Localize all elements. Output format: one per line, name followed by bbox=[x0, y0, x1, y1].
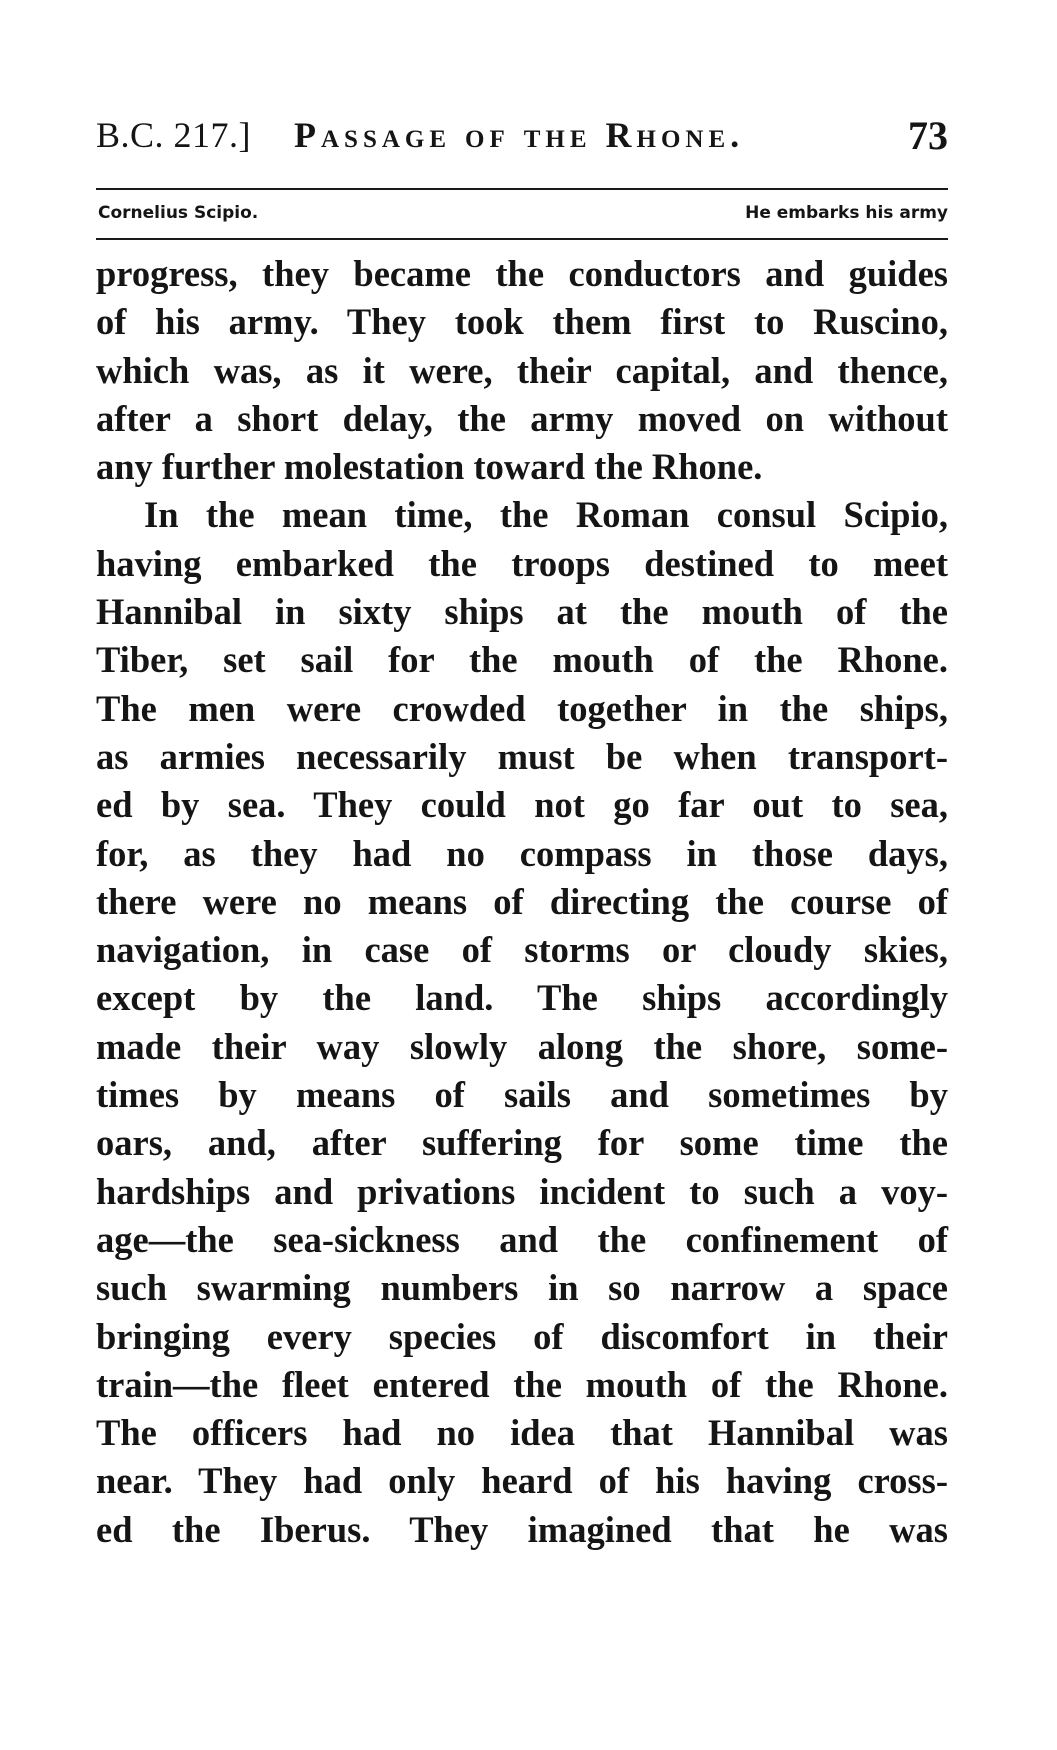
text-line: near. They had only heard of his having cross- bbox=[96, 1460, 948, 1502]
text-line: which was, as it were, their capital, and thence, bbox=[96, 349, 948, 391]
text-line: as armies necessarily must be when transport- bbox=[96, 735, 948, 777]
sidenote-right: He embarks his army bbox=[745, 203, 948, 223]
text-line: ed by sea. They could not go far out to sea, bbox=[96, 784, 948, 826]
text-line: such swarming numbers in so narrow a space bbox=[96, 1267, 948, 1309]
date-reference: B.C. 217.] bbox=[96, 115, 252, 155]
body-text bbox=[96, 250, 948, 1554]
text-line: age—the sea-sickness and the confinement of bbox=[96, 1218, 948, 1260]
text-line: In the mean time, the Roman consul Scipio, bbox=[144, 494, 948, 536]
text-line: except by the land. The ships accordingly bbox=[96, 977, 948, 1019]
text-line: ed the Iberus. They imagined that he was bbox=[96, 1508, 948, 1550]
text-line: Tiber, set sail for the mouth of the Rhone. bbox=[96, 639, 948, 681]
text-line: navigation, in case of storms or cloudy skies, bbox=[96, 929, 948, 971]
text-line: having embarked the troops destined to meet bbox=[96, 542, 948, 584]
text-line: The officers had no idea that Hannibal was bbox=[96, 1412, 948, 1454]
chapter-title: Passage of the Rhone. bbox=[294, 115, 745, 155]
sidenotes bbox=[98, 197, 948, 231]
text-line: there were no means of directing the course of bbox=[96, 880, 948, 922]
page-number: 73 bbox=[908, 113, 948, 158]
text-line: bringing every species of discomfort in their bbox=[96, 1315, 948, 1357]
text-line: hardships and privations incident to such a voy- bbox=[96, 1170, 948, 1212]
text-line: Hannibal in sixty ships at the mouth of the bbox=[96, 591, 948, 633]
text-line: for, as they had no compass in those days, bbox=[96, 832, 948, 874]
text-line: The men were crowded together in the ships, bbox=[96, 687, 948, 729]
sidenote-left: Cornelius Scipio. bbox=[98, 203, 259, 223]
text-line: oars, and, after suffering for some time the bbox=[96, 1122, 948, 1164]
text-line: train—the fleet entered the mouth of the Rhone. bbox=[96, 1363, 948, 1405]
header-rule-bottom bbox=[96, 238, 948, 240]
text-line: progress, they became the conductors and guides bbox=[96, 253, 948, 294]
text-line: made their way slowly along the shore, some- bbox=[96, 1025, 948, 1067]
text-line: any further molestation toward the Rhone. bbox=[96, 446, 763, 488]
text-line: of his army. They took them first to Ruscino, bbox=[96, 301, 948, 343]
text-line: after a short delay, the army moved on without bbox=[96, 397, 948, 439]
text-line: times by means of sails and sometimes by bbox=[96, 1074, 948, 1116]
running-head bbox=[96, 108, 948, 168]
header-rule-top bbox=[96, 188, 948, 190]
